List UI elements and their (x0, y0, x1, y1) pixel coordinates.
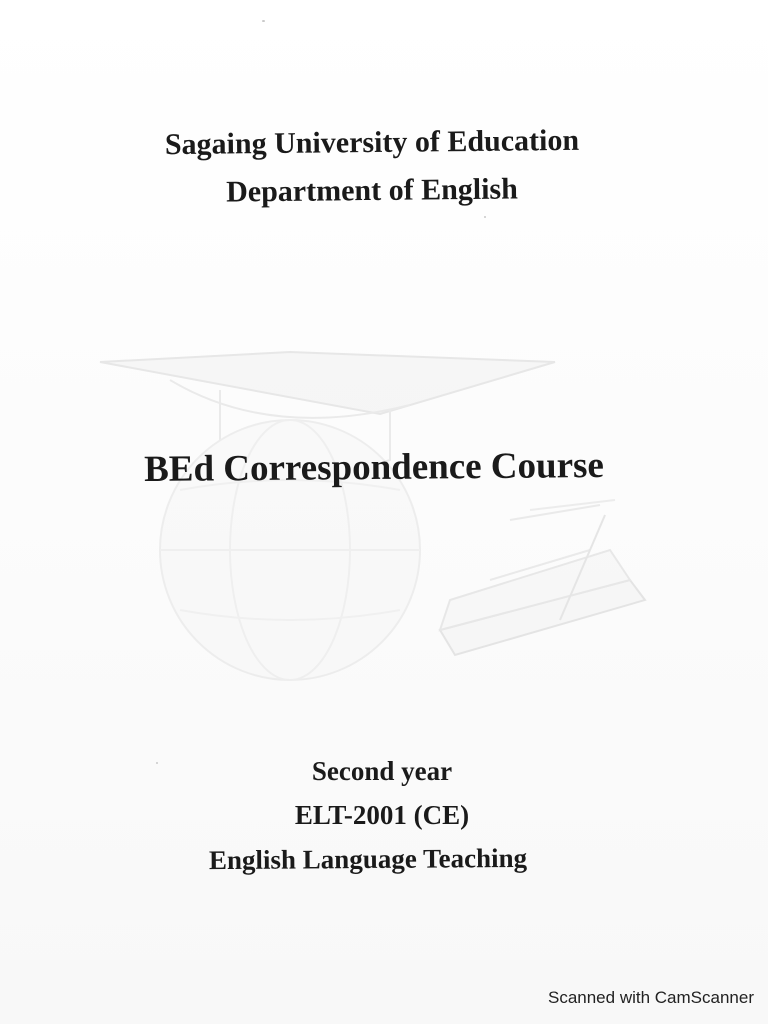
university-name: Sagaing University of Education (164, 123, 580, 162)
scan-speck (156, 762, 158, 764)
course-year: Second year (311, 756, 453, 786)
course-title: BEd Correspondence Course (143, 444, 605, 491)
scan-speck (262, 20, 265, 22)
course-subject: English Language Teaching (208, 842, 528, 876)
scanner-watermark: Scanned with CamScanner (547, 988, 754, 1007)
department-name: Department of English (225, 172, 518, 209)
graduation-cap-globe-books-icon (90, 350, 660, 690)
course-code: ELT-2001 (CE) (294, 800, 470, 830)
scan-speck (484, 216, 486, 218)
